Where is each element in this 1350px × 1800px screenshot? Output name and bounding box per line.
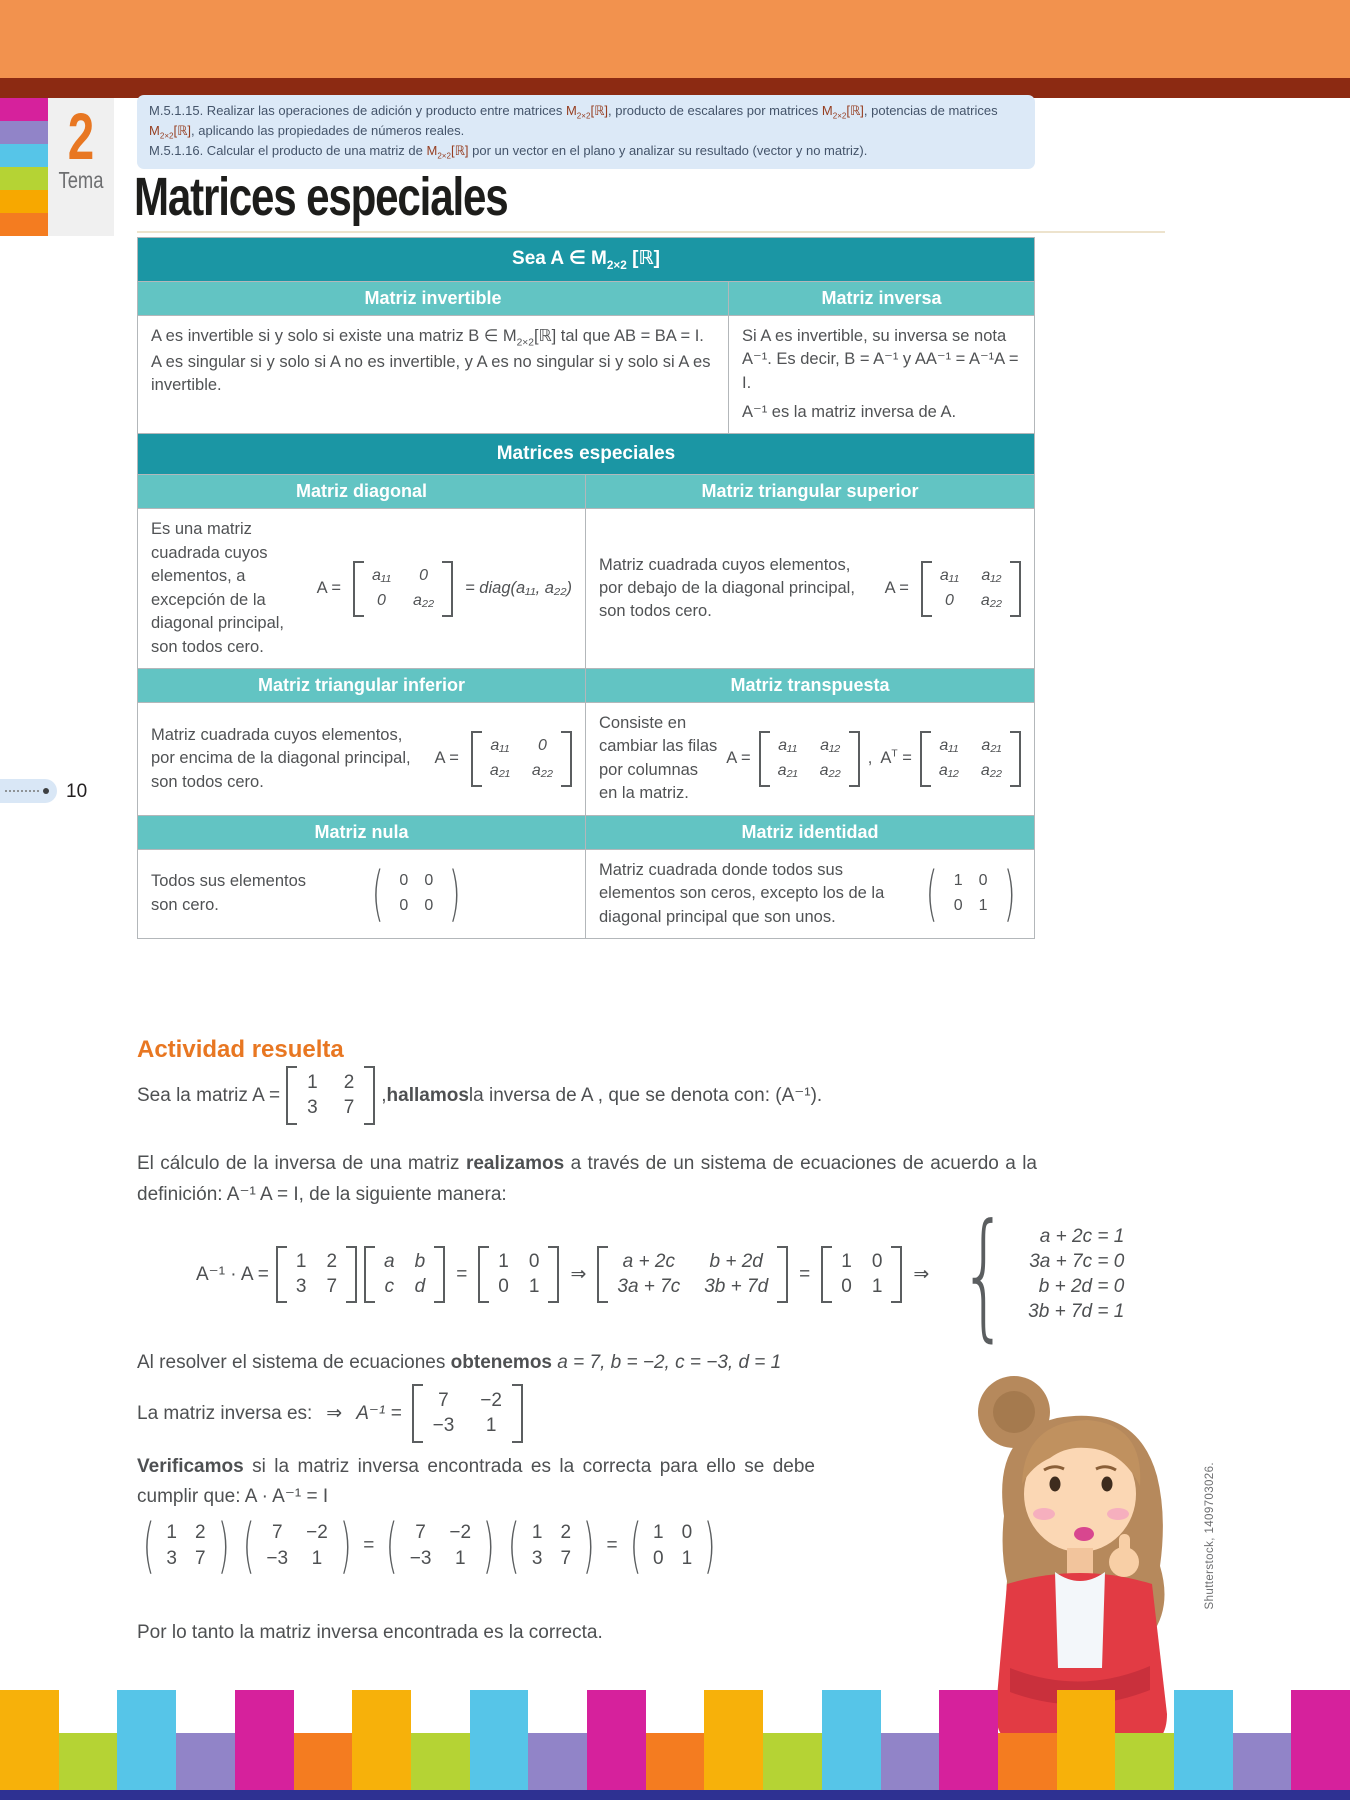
matrix-cell: 3: [166, 1548, 177, 1570]
header-matriz-transpuesta: Matriz transpuesta: [586, 669, 1034, 702]
identity-matrix: [478, 1246, 559, 1303]
page-number-tab: [0, 779, 57, 803]
matrix-cell: 7: [438, 1390, 449, 1411]
matrix-a-inverse: [380, 1511, 500, 1581]
right-bracket: [1010, 731, 1021, 787]
implies-arrow: ⇒: [326, 1403, 343, 1424]
matrix-cell: 2: [560, 1521, 572, 1543]
matrix-cell: a₁₂: [820, 736, 841, 754]
cell-matriz-invertible: A es invertible si y solo si existe una matriz B ∈ $M_{2\times 2}[ℝ]$ tal que AB = BA = I. A es singular si y solo si A no es invertible, y A es no singular si y solo si A es invertible.: [138, 316, 729, 434]
header-row-triinf-transpuesta: [138, 669, 1034, 703]
matrix-cell: 3b + 7d: [704, 1276, 769, 1298]
matrix-cell: 0: [399, 871, 409, 889]
standards-box: [137, 95, 1035, 169]
matrix-set-notation: $M_{2\times 2}[ℝ]$: [426, 143, 469, 161]
identity-matrix: [624, 1511, 722, 1581]
left-bracket: [920, 731, 931, 787]
left-bracket: [597, 1246, 608, 1303]
subtable-header-especiales: Matrices especiales: [138, 434, 1034, 475]
fence-bar: [998, 1733, 1057, 1790]
matrix-cell: 7: [326, 1276, 338, 1298]
left-paren: (: [371, 858, 384, 929]
matrix-cell: 0: [537, 736, 547, 754]
right-paren: ): [482, 1511, 495, 1581]
matrix-cell: −2: [480, 1390, 502, 1411]
matrix-cell: 0: [841, 1276, 852, 1298]
right-paren: ): [449, 858, 461, 929]
fence-bar: [294, 1733, 353, 1790]
stripe-purple: [0, 121, 48, 144]
bold-obtenemos: obtenemos: [450, 1352, 553, 1373]
identity-matrix: [920, 858, 1021, 929]
matrix-cell: 1: [953, 871, 963, 889]
matrix-cell: d: [414, 1276, 426, 1298]
matrix-cell: a₂₂: [412, 592, 435, 610]
matrix-a-transpose: [920, 731, 1021, 787]
bold-verificamos: Verificamos: [137, 1456, 244, 1477]
matrix-cell: 7: [560, 1548, 572, 1570]
conclusion-line: Por lo tanto la matriz inversa encontrada es la correcta.: [137, 1622, 603, 1643]
matrix-cell: a₂₂: [531, 762, 553, 780]
equation-system: [940, 1194, 1125, 1355]
matrix-cell: a₁₁: [490, 736, 510, 754]
matrix-cell: a₂₁: [489, 762, 510, 780]
stripe-yellow: [0, 190, 48, 213]
header-matriz-triangular-superior: Matriz triangular superior: [586, 475, 1034, 508]
inverse-label: A⁻¹ =: [356, 1403, 402, 1424]
stripe-green: [0, 167, 48, 190]
matrix-cell: 1: [681, 1548, 693, 1570]
stripe-orange: [0, 213, 48, 236]
matrix-cell: −3: [266, 1548, 289, 1570]
matrix-cell: a₂₂: [819, 762, 841, 780]
standard-text: M.5.1.15. Realizar las operaciones de adición y producto entre matrices: [149, 103, 566, 118]
matrix-cell: 0: [871, 1251, 883, 1273]
inverse-matrix: [412, 1384, 523, 1443]
fence-bar: [704, 1690, 763, 1790]
left-bracket: [364, 1246, 375, 1303]
stripe-cyan: [0, 144, 48, 167]
right-paren: ): [217, 1511, 230, 1581]
matrix-cell: a + 2c: [622, 1251, 675, 1273]
bottom-fence-decoration: [0, 1690, 1350, 1790]
header-matriz-diagonal: Matriz diagonal: [138, 475, 586, 508]
header-matriz-nula: Matriz nula: [138, 816, 586, 849]
matrix-set-notation: $M_{2\times 2}[ℝ]$: [565, 103, 608, 121]
activity-calc-paragraph: El cálculo de la inversa de una matriz realizamos a través de un sistema de ecuaciones de acuerdo a la definición: A⁻¹ A = I, de la siguiente manera:: [137, 1153, 1037, 1206]
matrix-cell: 2: [326, 1251, 338, 1273]
content-row-nula-identidad: [138, 850, 1034, 938]
table-header: Sea A ∈ $M_{2\times 2}$ [ℝ]: [138, 238, 1034, 282]
implies-arrow: ⇒: [570, 1264, 587, 1286]
zero-matrix: [366, 858, 467, 929]
header-matriz-identidad: Matriz identidad: [586, 816, 1034, 849]
fence-bar: [1115, 1733, 1174, 1790]
activity-heading: Actividad resuelta: [137, 1036, 344, 1063]
header-matriz-inversa: Matriz inversa: [729, 282, 1034, 315]
matrix-cell: a₂₁: [981, 736, 1002, 754]
standard-text: M.5.1.16. Calcular el producto de una matriz de: [149, 143, 427, 159]
cell-matriz-diagonal: Es una matriz cuadrada cuyos elementos, a excepción de la diagonal principal, son todos cero. A = a₁₁ 0 0 a₂₂ = diag(a₁₁, a₂₂): [138, 509, 586, 668]
cell-matriz-identidad: Matriz cuadrada donde todos sus elementos son ceros, excepto los de la diagonal principal que son unos. ( 1 0 0 1 ): [586, 850, 1034, 938]
header-row-nula-identidad: [138, 816, 1034, 850]
left-paren: (: [629, 1511, 642, 1581]
implies-arrow: ⇒: [913, 1264, 930, 1286]
fence-bar: [117, 1690, 176, 1790]
matrix-cell: 0: [424, 897, 434, 915]
right-bracket: [548, 1246, 559, 1303]
tema-label: Tema: [58, 166, 104, 193]
right-paren: ): [1003, 858, 1016, 929]
matrix-cell: 1: [311, 1548, 323, 1570]
matrix-cell: a₁₁: [939, 736, 959, 754]
fence-bar: [763, 1733, 822, 1790]
matrix-cell: 0: [419, 566, 428, 584]
fence-bar: [470, 1690, 529, 1790]
inverse-equation: [196, 1194, 1125, 1355]
verification-equation: [137, 1511, 722, 1581]
bold-hallamos: hallamos: [386, 1084, 469, 1106]
matrix-cell: 1: [498, 1251, 509, 1273]
fence-bar: [0, 1690, 59, 1790]
content-row-triinf-transpuesta: [138, 703, 1034, 816]
matrix-cell: 0: [424, 871, 434, 889]
fence-bar: [1174, 1690, 1233, 1790]
right-bracket: [849, 731, 860, 787]
matrix-cell: 7: [415, 1521, 426, 1543]
left-bracket: [471, 731, 482, 787]
tema-number: 2: [67, 99, 95, 173]
fence-bar: [1291, 1690, 1350, 1790]
right-bracket: [442, 561, 453, 617]
fence-bar: [528, 1733, 587, 1790]
left-bracket: [276, 1246, 287, 1303]
fence-bar: [176, 1733, 235, 1790]
verify-paragraph: Verificamos si la matriz inversa encontrada es la correcta para ello se debe cumplir que: A · A⁻¹ = I: [137, 1456, 815, 1508]
matrix-a-values: [286, 1066, 375, 1125]
fence-bar: [587, 1690, 646, 1790]
left-paren: (: [142, 1511, 155, 1581]
diagonal-matrix: [353, 561, 453, 617]
equals-sign: =: [799, 1263, 811, 1285]
matrix-cell: 1: [978, 897, 988, 915]
matrix-cell: 1: [841, 1251, 852, 1273]
header-matriz-invertible: Matriz invertible: [138, 282, 729, 315]
equation-lhs: A⁻¹ · A =: [196, 1264, 269, 1286]
image-credit: Shutterstock, 1409703026.: [1204, 1462, 1216, 1610]
matrix-cell: −3: [432, 1415, 455, 1436]
top-orange-band: [0, 0, 1350, 78]
matrix-cell: 0: [978, 871, 988, 889]
matrix-set-notation: $M_{2\times 2}[ℝ]$: [149, 123, 192, 141]
matrix-cell: 0: [399, 897, 409, 915]
matrix-cell: a₁₁: [371, 566, 391, 584]
lower-triangular-matrix: [471, 731, 572, 787]
matrix-cell: 0: [681, 1521, 693, 1543]
matrix-cell: a₂₁: [777, 762, 798, 780]
right-paren: ): [704, 1511, 716, 1581]
left-bracket: [478, 1246, 489, 1303]
matrix-cell: 3a + 7c: [617, 1276, 681, 1298]
matrix-cell: 1: [653, 1521, 664, 1543]
matrix-cell: 1: [454, 1548, 466, 1570]
standard-text: , aplicando las propiedades de números reales.: [191, 123, 465, 139]
equals-sign: =: [606, 1535, 618, 1556]
left-bracket: [759, 731, 770, 787]
page-title: Matrices especiales: [134, 167, 508, 227]
cell-matriz-inversa: Si A es invertible, su inversa se nota A⁻¹. Es decir, B = A⁻¹ y AA⁻¹ = A⁻¹A = I. A⁻¹ es la matriz inversa de A.: [742, 326, 1019, 422]
left-bracket: [353, 561, 364, 617]
matrix-a: [759, 731, 860, 787]
header-row-invertible-inversa: [138, 282, 1034, 316]
cell-matriz-triangular-superior: Matriz cuadrada cuyos elementos, por debajo de la diagonal principal, son todos cero. A = a₁₁ a₁₂ 0 a₂₂: [586, 509, 1034, 668]
bottom-blue-strip: [0, 1790, 1350, 1800]
system-line: 3b + 7d = 1: [1028, 1301, 1125, 1323]
matrix-cell: 1: [295, 1251, 307, 1273]
matrix-cell: −2: [306, 1521, 328, 1543]
matrix-cell: 0: [944, 592, 954, 610]
matrix-cell: 1: [166, 1521, 177, 1543]
matrix-cell: a₁₂: [938, 762, 959, 780]
special-matrices-table: [137, 237, 1035, 939]
matrix-unknowns: [364, 1246, 445, 1303]
matrix-cell: 0: [498, 1276, 509, 1298]
standard-text: , potencias de matrices: [863, 103, 998, 118]
inverse-result-line: La matriz inversa es: ⇒ A⁻¹ = 7 −2 −3 1: [137, 1384, 523, 1443]
matrix-cell: 7: [343, 1097, 355, 1118]
right-bracket: [777, 1246, 788, 1303]
standard-text: por un vector en el plano y analizar su resultado (vector y no matriz).: [468, 143, 868, 159]
fence-bar: [881, 1733, 940, 1790]
right-bracket: [891, 1246, 902, 1303]
fence-bar: [411, 1733, 470, 1790]
standard-m5115: [149, 102, 1023, 142]
matrix-cell: −3: [409, 1548, 432, 1570]
header-row-diagonal-trisup: [138, 475, 1034, 509]
standard-text: , producto de escalares por matrices: [607, 103, 822, 118]
right-bracket: [1010, 561, 1021, 617]
matrix-1: [276, 1246, 357, 1303]
right-paren: ): [582, 1511, 595, 1581]
matrix-cell: 0: [953, 897, 963, 915]
matrix-cell: 1: [485, 1415, 497, 1436]
fence-bar: [1233, 1733, 1292, 1790]
left-paren: (: [242, 1511, 255, 1581]
dotted-leader: [5, 790, 39, 792]
cell-matriz-nula: Todos sus elementos son cero. ( 0 0 0 0 ): [138, 850, 586, 938]
system-line: a + 2c = 1: [1039, 1226, 1125, 1248]
matrix-cell: 7: [271, 1521, 283, 1543]
cell-matriz-transpuesta: Consiste en cambiar las filas por columnas en la matriz. A = a₁₁ a₁₂ a₂₁ a₂₂ , $A^T$ = a₁₁ a₂₁ a₁₂ a₂₂: [586, 703, 1034, 815]
right-bracket: [512, 1384, 523, 1443]
system-brace: {: [960, 1194, 1009, 1355]
identity-matrix: [821, 1246, 902, 1303]
matrix-cell: 3: [531, 1548, 543, 1570]
page-number: 10: [66, 781, 88, 802]
content-row-diagonal-trisup: [138, 509, 1034, 669]
cell-matriz-triangular-inferior: Matriz cuadrada cuyos elementos, por encima de la diagonal principal, son todos cero. A = a₁₁ 0 a₂₁ a₂₂: [138, 703, 586, 815]
matrix-set-notation: $M_{2\times 2}[ℝ]$: [821, 103, 864, 121]
matrix-cell: 0: [653, 1548, 664, 1570]
matrix-cell: a₁₁: [939, 566, 959, 584]
matrix-cell: a₁₂: [981, 566, 1002, 584]
matrix-a: [137, 1511, 235, 1581]
matrix-cell: 1: [871, 1276, 883, 1298]
solve-line: Al resolver el sistema de ecuaciones obtenemos a = 7, b = −2, c = −3, d = 1: [137, 1352, 782, 1373]
upper-triangular-matrix: [921, 561, 1021, 617]
left-bracket: [286, 1066, 297, 1125]
matrix-cell: a: [384, 1251, 395, 1273]
left-paren: (: [926, 858, 938, 929]
fence-bar: [822, 1690, 881, 1790]
matrix-cell: 1: [531, 1521, 543, 1543]
matrix-a-inverse: [237, 1511, 357, 1581]
content-row-invertible-inversa: [138, 316, 1034, 435]
header-matriz-triangular-inferior: Matriz triangular inferior: [138, 669, 586, 702]
bullet-dot: [43, 788, 49, 794]
matrix-cell: b + 2d: [709, 1251, 763, 1273]
matrix-cell: 3: [307, 1097, 318, 1118]
matrix-cell: 7: [195, 1548, 206, 1570]
left-paren: (: [508, 1511, 521, 1581]
stripe-magenta: [0, 98, 48, 121]
left-paren: (: [386, 1511, 398, 1581]
matrix-cell: 1: [307, 1072, 318, 1093]
tema-badge: [48, 98, 114, 236]
equals-sign: =: [456, 1263, 468, 1285]
matrix-cell: 1: [528, 1276, 540, 1298]
matrix-cell: −2: [449, 1521, 472, 1543]
fence-bar: [352, 1690, 411, 1790]
left-bracket: [412, 1384, 423, 1443]
equals-sign: =: [363, 1535, 375, 1556]
matrix-cell: 3: [295, 1276, 307, 1298]
right-bracket: [364, 1066, 375, 1125]
matrix-cell: c: [384, 1276, 395, 1298]
matrix-cell: 2: [343, 1072, 355, 1093]
right-bracket: [346, 1246, 357, 1303]
right-bracket: [434, 1246, 445, 1303]
product-matrix: [597, 1246, 788, 1303]
left-bracket: [921, 561, 932, 617]
fence-bar: [939, 1690, 998, 1790]
fence-bar: [646, 1733, 705, 1790]
system-line: b + 2d = 0: [1038, 1276, 1125, 1298]
matrix-cell: a₁₁: [778, 736, 798, 754]
fence-bar: [235, 1690, 294, 1790]
bold-realizamos: realizamos: [465, 1153, 565, 1174]
title-rule: [137, 231, 1165, 233]
right-bracket: [561, 731, 572, 787]
matrix-cell: a₂₂: [980, 592, 1002, 610]
system-line: 3a + 7c = 0: [1029, 1251, 1125, 1273]
left-bracket: [821, 1246, 832, 1303]
transpose-label: $A^T$ =: [880, 748, 912, 768]
matrix-cell: a₂₂: [980, 762, 1002, 780]
matrix-cell: 0: [377, 592, 386, 610]
standard-m5116: [149, 142, 1023, 162]
matrix-cell: 0: [528, 1251, 540, 1273]
fence-bar: [1057, 1690, 1116, 1790]
right-paren: ): [339, 1511, 352, 1581]
fence-bar: [59, 1733, 118, 1790]
activity-intro: Sea la matriz A = 1 2 3 7 , hallamos la inversa de A , que se denota con: (A⁻¹).: [137, 1066, 822, 1125]
matrix-cell: b: [414, 1251, 426, 1273]
matrix-a: [502, 1511, 600, 1581]
matrix-cell: 2: [195, 1521, 206, 1543]
